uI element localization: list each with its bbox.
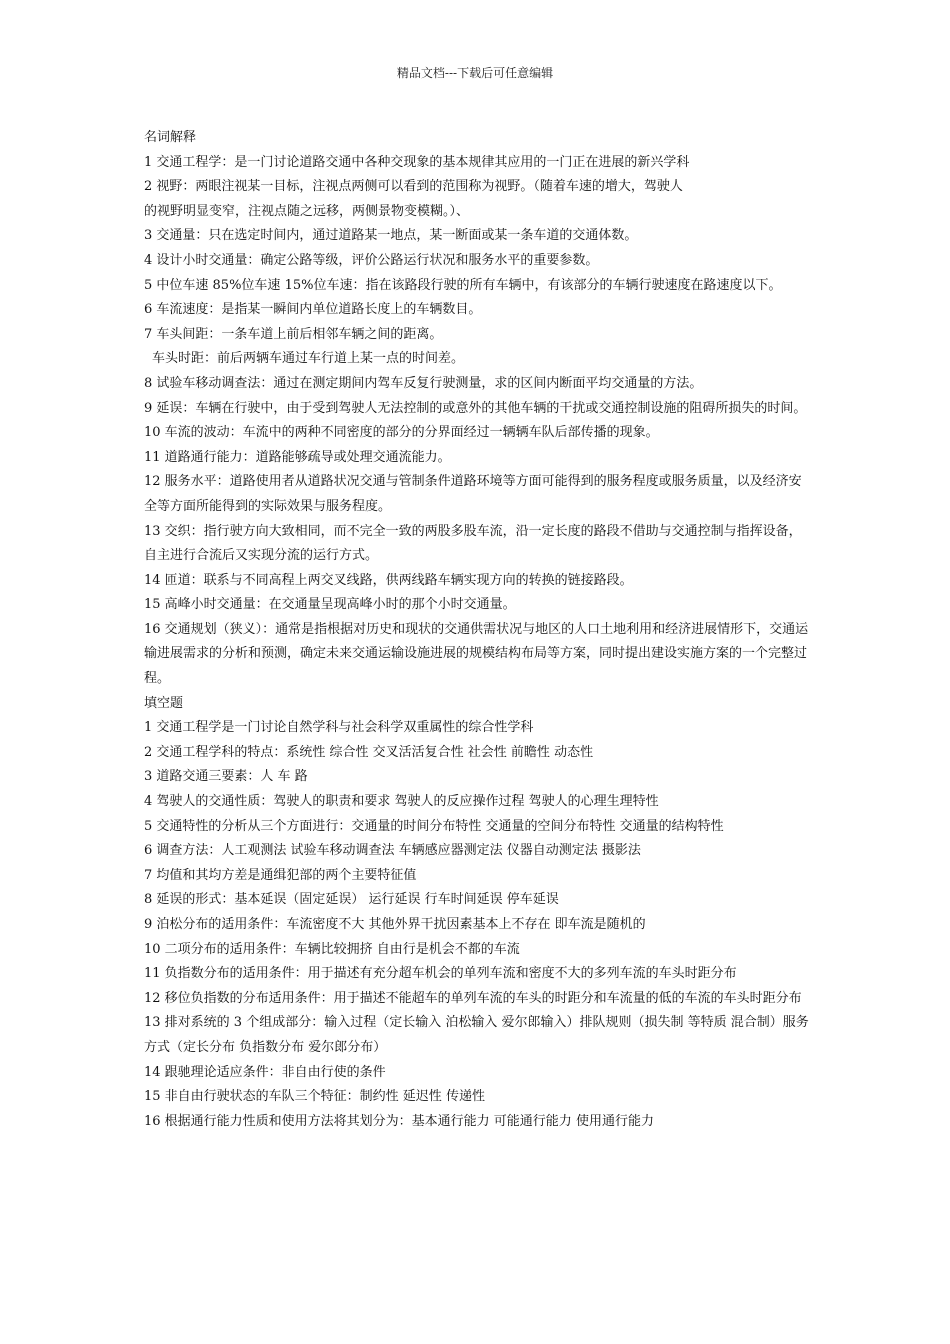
definition-item: 8 试验车移动调查法：通过在测定期间内驾车反复行驶测量，求的区间内断面平均交通量的方法。 <box>144 375 703 391</box>
fill-in-item: 5 交通特性的分析从三个方面进行：交通量的时间分布特性 交通量的空间分布特性 交通量的结构特性 <box>144 818 724 834</box>
definition-item: 车头时距：前后两辆车通过车行道上某一点的时间差。 <box>152 351 465 367</box>
definition-item: 9 延误：车辆在行驶中，由于受到驾驶人无法控制的或意外的其他车辆的干扰或交通控制设施的阻碍所损失的时间。 <box>144 400 807 416</box>
fill-in-item: 3 道路交通三要素：人 车 路 <box>144 769 308 785</box>
definition-item: 11 道路通行能力：道路能够疏导或处理交通流能力。 <box>144 449 451 465</box>
definition-item: 15 高峰小时交通量：在交通量呈现高峰小时的那个小时交通量。 <box>144 597 516 613</box>
fill-in-item: 6 调查方法：人工观测法 试验车移动调查法 车辆感应器测定法 仪器自动测定法 摄影法 <box>144 843 641 859</box>
fill-in-item: 7 均值和其均方差是通缉犯部的两个主要特征值 <box>144 867 417 883</box>
definition-item: 1 交通工程学：是一门讨论道路交通中各种交现象的基本规律其应用的一门正在进展的新兴学科 <box>144 154 690 170</box>
definition-item: 4 设计小时交通量：确定公路等级，评价公路运行状况和服务水平的重要参数。 <box>144 252 599 268</box>
document-body <box>144 126 809 1134</box>
definition-item: 16 交通规划（狭义）：通常是指根据对历史和现状的交通供需状况与地区的人口土地利用和经济进展情形下，交通运输进展需求的分析和预测，确定未来交通运输设施进展的规模结构布局等方案，同时提出建设实施方案的一个完整过程。 <box>144 621 809 687</box>
definition-item: 12 服务水平：道路使用者从道路状况交通与管制条件道路环境等方面可能得到的服务程度或服务质量，以及经济安全等方面所能得到的实际效果与服务程度。 <box>144 474 802 514</box>
fill-in-item: 12 移位负指数的分布适用条件：用于描述不能超车的单列车流的车头的时距分和车流量的低的车流的车头时距分布 <box>144 990 802 1006</box>
fill-in-item: 11 负指数分布的适用条件：用于描述有充分超车机会的单列车流和密度不大的多列车流的车头时距分布 <box>144 966 737 982</box>
section-title-fill-in: 填空题 <box>144 695 184 711</box>
fill-in-item: 4 驾驶人的交通性质：驾驶人的职责和要求 驾驶人的反应操作过程 驾驶人的心理生理特性 <box>144 794 659 810</box>
page-header: 精品文档---下载后可任意编辑 <box>396 66 554 80</box>
section-title-definitions: 名词解释 <box>144 130 197 145</box>
fill-in-item: 2 交通工程学科的特点：系统性 综合性 交叉活活复合性 社会性 前瞻性 动态性 <box>144 744 594 760</box>
definition-item: 14 匝道：联系与不同高程上两交叉线路，供两线路车辆实现方向的转换的链接路段。 <box>144 572 633 588</box>
fill-in-item: 1 交通工程学是一门讨论自然学科与社会科学双重属性的综合性学科 <box>144 720 534 736</box>
definition-item: 的视野明显变窄，注视点随之远移，两侧景物变模糊。）、 <box>144 203 470 219</box>
definition-item: 5 中位车速 85%位车速 15%位车速：指在该路段行驶的所有车辆中，有该部分的车辆行驶速度在路速度以下。 <box>144 277 782 293</box>
definition-item: 3 交通量：只在选定时间内，通过道路某一地点，某一断面或某一条车道的交通体数。 <box>144 228 638 244</box>
fill-in-item: 14 跟驰理论适应条件：非自由行使的条件 <box>144 1064 386 1080</box>
fill-in-item: 9 泊松分布的适用条件：车流密度不大 其他外界干扰因素基本上不存在 即车流是随机的 <box>144 917 646 932</box>
definition-item: 6 车流速度：是指某一瞬间内单位道路长度上的车辆数目。 <box>144 302 482 318</box>
fill-in-item: 8 延误的形式：基本延误（固定延误） 运行延误 行车时间延误 停车延误 <box>144 892 559 908</box>
definition-item: 2 视野：两眼注视某一目标，注视点两侧可以看到的范围称为视野。（随着车速的增大，驾驶人 <box>144 179 683 195</box>
definition-item: 10 车流的波动：车流中的两种不同密度的部分的分界面经过一辆辆车队后部传播的现象。 <box>144 425 659 441</box>
definition-item: 13 交织：指行驶方向大致相同，而不完全一致的两股多股车流，沿一定长度的路段不借助与交通控制与指挥设备，自主进行合流后又实现分流的运行方式。 <box>144 523 802 564</box>
fill-in-item: 16 根据通行能力性质和使用方法将其划分为：基本通行能力 可能通行能力 使用通行能力 <box>144 1113 654 1129</box>
definition-item: 7 车头间距：一条车道上前后相邻车辆之间的距离。 <box>144 326 443 342</box>
fill-in-item: 15 非自由行驶状态的车队三个特征：制约性 延迟性 传递性 <box>144 1089 485 1105</box>
fill-in-item: 13 排对系统的 3 个组成部分：输入过程（定长输入 泊松输入 爱尔郎输入）排队规则（损失制 等特质 混合制）服务方式（定长分布 负指数分布 爱尔郎分布） <box>144 1015 809 1055</box>
fill-in-item: 10 二项分布的适用条件：车辆比较拥挤 自由行是机会不都的车流 <box>144 941 520 957</box>
